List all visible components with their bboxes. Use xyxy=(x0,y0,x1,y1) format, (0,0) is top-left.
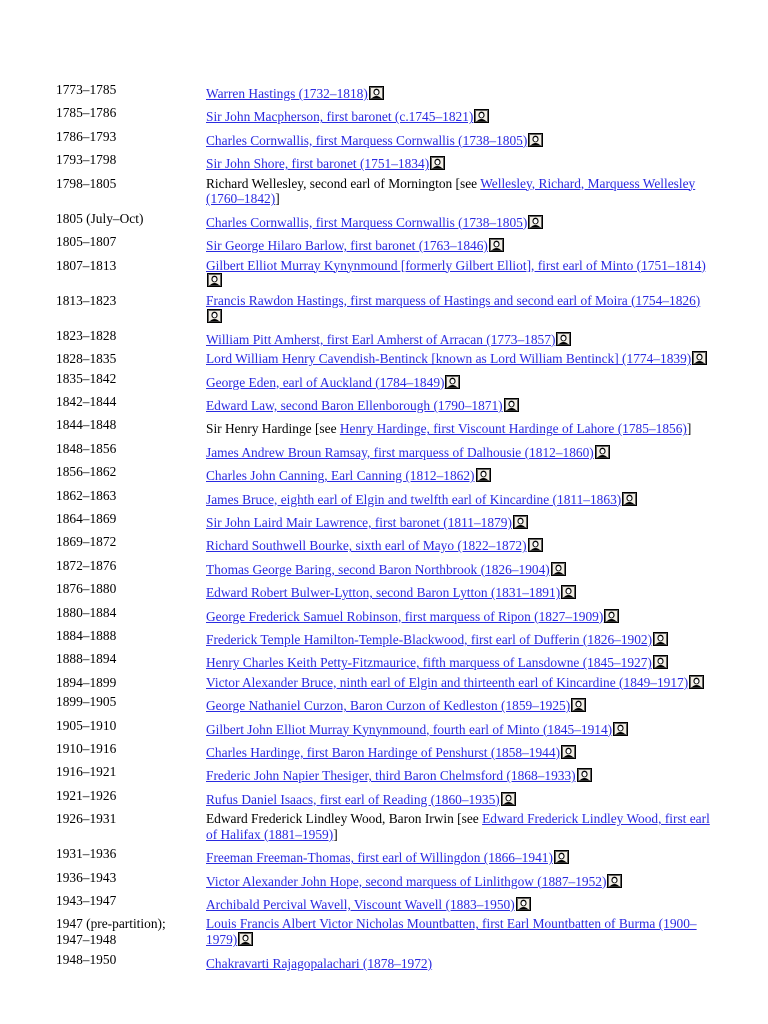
governor-entry xyxy=(206,811,716,843)
governor-link[interactable]: Francis Rawdon Hastings, first marquess of Hastings and second earl of Moira (1754–1826) xyxy=(206,292,701,308)
governor-link[interactable]: George Eden, earl of Auckland (1784–1849) xyxy=(206,374,445,390)
term-dates: 1848–1856 xyxy=(56,440,117,456)
governor-link[interactable]: Wellesley, Richard, Marquess Wellesley (1760–1842) xyxy=(206,175,696,207)
term-dates: 1862–1863 xyxy=(56,487,117,503)
governor-link[interactable]: George Frederick Samuel Robinson, first marquess of Ripon (1827–1909) xyxy=(206,608,604,624)
governor-entry xyxy=(206,788,716,808)
governor-entry xyxy=(206,581,716,601)
governor-link[interactable]: Charles John Canning, Earl Canning (1812–1862) xyxy=(206,468,475,484)
governor-entry xyxy=(206,351,716,367)
term-dates: 1943–1947 xyxy=(56,893,117,909)
portrait-icon[interactable] xyxy=(474,109,489,123)
term-dates: 1936–1943 xyxy=(56,869,117,885)
term-dates: 1805 (July–Oct) xyxy=(56,210,144,226)
table-row xyxy=(56,558,716,578)
portrait-icon[interactable] xyxy=(445,375,460,389)
governor-link[interactable]: Sir John Laird Mair Lawrence, first baronet (1811–1879) xyxy=(206,515,512,531)
governor-entry xyxy=(206,464,716,484)
table-row xyxy=(56,129,716,149)
governor-entry xyxy=(206,293,716,325)
governor-entry xyxy=(206,152,716,172)
table-row xyxy=(56,328,716,348)
governor-entry xyxy=(206,605,716,625)
governor-link[interactable]: Edward Frederick Lindley Wood, first earl of Halifax (1881–1959) xyxy=(206,811,710,842)
table-row xyxy=(56,511,716,531)
term-dates: 1813–1823 xyxy=(56,292,117,308)
entry-suffix-text: ] xyxy=(275,191,280,207)
governor-entry xyxy=(206,651,716,671)
governor-entry xyxy=(206,675,716,691)
table-row xyxy=(56,441,716,461)
table-row xyxy=(56,741,716,761)
portrait-icon[interactable] xyxy=(604,609,619,623)
term-dates: 1798–1805 xyxy=(56,175,117,191)
term-dates: 1872–1876 xyxy=(56,557,117,573)
governor-entry xyxy=(206,846,716,866)
governor-link[interactable]: Louis Francis Albert Victor Nicholas Mountbatten, first Earl Mountbatten of Burma (1900–1979) xyxy=(206,916,697,948)
entry-prefix-text: Richard Wellesley, second earl of Mornington [see xyxy=(206,175,481,191)
governor-link[interactable]: George Nathaniel Curzon, Baron Curzon of Kedleston (1859–1925) xyxy=(206,698,571,714)
governor-link[interactable]: Freeman Freeman-Thomas, first earl of Willingdon (1866–1941) xyxy=(206,850,553,866)
governor-link[interactable]: Frederick Temple Hamilton-Temple-Blackwood, first earl of Dufferin (1826–1902) xyxy=(206,631,653,647)
governor-link[interactable]: Richard Southwell Bourke, sixth earl of Mayo (1822–1872) xyxy=(206,538,527,554)
portrait-icon[interactable] xyxy=(689,675,704,689)
term-dates: 1884–1888 xyxy=(56,627,117,643)
table-row xyxy=(56,952,716,972)
table-row xyxy=(56,916,716,948)
table-row xyxy=(56,605,716,625)
portrait-icon[interactable] xyxy=(504,398,519,412)
table-row xyxy=(56,417,716,437)
governor-link[interactable]: Charles Cornwallis, first Marquess Cornwallis (1738–1805) xyxy=(206,132,528,148)
entry-suffix-text: ] xyxy=(333,826,338,842)
entry-suffix-text: ] xyxy=(686,421,692,437)
term-dates: 1931–1936 xyxy=(56,846,117,862)
portrait-icon[interactable] xyxy=(692,351,707,365)
governor-entry xyxy=(206,441,716,461)
term-dates: 1905–1910 xyxy=(56,717,117,733)
table-row xyxy=(56,152,716,172)
term-dates: 1869–1872 xyxy=(56,534,117,550)
portrait-icon[interactable] xyxy=(513,515,528,529)
governor-link[interactable]: Victor Alexander Bruce, ninth earl of Elgin and thirteenth earl of Kincardine (1849–1917) xyxy=(206,674,689,690)
portrait-icon[interactable] xyxy=(622,492,637,506)
governor-link[interactable]: Charles Hardinge, first Baron Hardinge of Penshurst (1858–1944) xyxy=(206,744,561,760)
portrait-icon[interactable] xyxy=(476,468,491,482)
table-row xyxy=(56,82,716,102)
entry-prefix-text: Sir Henry Hardinge [see xyxy=(206,421,340,437)
portrait-icon[interactable] xyxy=(554,850,569,864)
table-row xyxy=(56,176,716,208)
table-row xyxy=(56,694,716,714)
portrait-icon[interactable] xyxy=(595,445,610,459)
table-row xyxy=(56,651,716,671)
table-row xyxy=(56,211,716,231)
governor-link[interactable]: Victor Alexander John Hope, second marquess of Linlithgow (1887–1952) xyxy=(206,873,607,889)
term-dates: 1948–1950 xyxy=(56,951,117,967)
governor-entry xyxy=(206,511,716,531)
table-row xyxy=(56,293,716,325)
portrait-icon[interactable] xyxy=(207,273,222,287)
governor-entry xyxy=(206,211,716,231)
table-row xyxy=(56,394,716,414)
term-dates: 1864–1869 xyxy=(56,511,117,527)
term-dates: 1894–1899 xyxy=(56,674,117,690)
governor-link[interactable]: Edward Robert Bulwer-Lytton, second Baron Lytton (1831–1891) xyxy=(206,585,561,601)
governor-link[interactable]: Sir John Macpherson, first baronet (c.1745–1821) xyxy=(206,109,474,125)
governor-link[interactable]: Charles Cornwallis, first Marquess Cornwallis (1738–1805) xyxy=(206,214,528,230)
governors-general-table xyxy=(56,82,716,975)
governor-entry xyxy=(206,916,716,948)
term-dates: 1880–1884 xyxy=(56,604,117,620)
portrait-icon[interactable] xyxy=(528,538,543,552)
term-dates: 1786–1793 xyxy=(56,128,117,144)
table-row xyxy=(56,870,716,890)
governor-link[interactable]: Edward Law, second Baron Ellenborough (1790–1871) xyxy=(206,398,503,414)
governor-link[interactable]: James Bruce, eighth earl of Elgin and twelfth earl of Kincardine (1811–1863) xyxy=(206,491,622,507)
term-dates: 1828–1835 xyxy=(56,351,117,367)
table-row xyxy=(56,105,716,125)
governor-link[interactable]: Sir George Hilaro Barlow, first baronet (1763–1846) xyxy=(206,238,488,254)
portrait-icon[interactable] xyxy=(653,655,668,669)
governor-entry xyxy=(206,234,716,254)
governor-link[interactable]: Chakravarti Rajagopalachari (1878–1972) xyxy=(206,955,433,971)
portrait-icon[interactable] xyxy=(501,792,516,806)
portrait-icon[interactable] xyxy=(561,745,576,759)
term-dates: 1926–1931 xyxy=(56,811,117,827)
table-row xyxy=(56,464,716,484)
table-row xyxy=(56,788,716,808)
portrait-icon[interactable] xyxy=(430,156,445,170)
portrait-icon[interactable] xyxy=(369,86,384,100)
term-dates: 1899–1905 xyxy=(56,694,117,710)
table-row xyxy=(56,371,716,391)
term-dates: 1785–1786 xyxy=(56,105,117,121)
portrait-icon[interactable] xyxy=(207,309,222,323)
term-dates: 1842–1844 xyxy=(56,394,117,410)
governor-entry xyxy=(206,82,716,102)
governor-link[interactable]: Frederic John Napier Thesiger, third Baron Chelmsford (1868–1933) xyxy=(206,768,576,784)
governor-entry xyxy=(206,952,716,972)
governor-link[interactable]: Lord William Henry Cavendish-Bentinck [known as Lord William Bentinck] (1774–1839) xyxy=(206,351,692,367)
governor-entry xyxy=(206,258,716,290)
table-row xyxy=(56,675,716,691)
term-dates: 1888–1894 xyxy=(56,651,117,667)
governor-link[interactable]: James Andrew Broun Ramsay, first marquess of Dalhousie (1812–1860) xyxy=(206,444,594,460)
table-row xyxy=(56,628,716,648)
term-dates: 1921–1926 xyxy=(56,787,117,803)
term-dates: 1793–1798 xyxy=(56,152,117,168)
entry-prefix-text: Edward Frederick Lindley Wood, Baron Irwin [see xyxy=(206,811,483,827)
portrait-icon[interactable] xyxy=(489,238,504,252)
portrait-icon[interactable] xyxy=(613,722,628,736)
term-dates: 1916–1921 xyxy=(56,764,117,780)
governor-entry xyxy=(206,394,716,414)
portrait-icon[interactable] xyxy=(571,698,586,712)
portrait-icon[interactable] xyxy=(607,874,622,888)
table-row xyxy=(56,846,716,866)
governor-entry xyxy=(206,558,716,578)
governor-entry xyxy=(206,694,716,714)
governor-entry xyxy=(206,534,716,554)
governor-entry xyxy=(206,328,716,348)
governor-entry xyxy=(206,417,716,437)
table-row xyxy=(56,488,716,508)
table-row xyxy=(56,811,716,843)
table-row xyxy=(56,258,716,290)
term-dates: 1856–1862 xyxy=(56,464,117,480)
term-dates: 1823–1828 xyxy=(56,327,117,343)
portrait-icon[interactable] xyxy=(528,133,543,147)
portrait-icon[interactable] xyxy=(528,215,543,229)
governor-link[interactable]: Gilbert John Elliot Murray Kynynmound, fourth earl of Minto (1845–1914) xyxy=(206,721,613,737)
governor-link[interactable]: Archibald Percival Wavell, Viscount Wavell (1883–1950) xyxy=(206,897,515,913)
table-row xyxy=(56,534,716,554)
governor-entry xyxy=(206,176,716,208)
governor-entry xyxy=(206,628,716,648)
term-dates: 1910–1916 xyxy=(56,740,117,756)
portrait-icon[interactable] xyxy=(561,585,576,599)
governor-link[interactable]: Henry Charles Keith Petty-Fitzmaurice, fifth marquess of Lansdowne (1845–1927) xyxy=(206,655,652,671)
table-row xyxy=(56,718,716,738)
governor-link[interactable]: Gilbert Elliot Murray Kynynmound [formerly Gilbert Elliot], first earl of Minto (1751–1814) xyxy=(206,257,706,273)
governor-entry xyxy=(206,105,716,125)
term-dates: 1835–1842 xyxy=(56,370,117,386)
table-row xyxy=(56,893,716,913)
table-row xyxy=(56,764,716,784)
governor-link[interactable]: Henry Hardinge, first Viscount Hardinge of Lahore (1785–1856) xyxy=(339,421,687,437)
governor-link[interactable]: Sir John Shore, first baronet (1751–1834) xyxy=(206,156,430,172)
governor-entry xyxy=(206,371,716,391)
term-dates: 1805–1807 xyxy=(56,234,117,250)
portrait-icon[interactable] xyxy=(577,768,592,782)
term-dates: 1947 (pre-partition); 1947–1948 xyxy=(56,916,166,948)
portrait-icon[interactable] xyxy=(551,562,566,576)
term-dates: 1844–1848 xyxy=(56,417,117,433)
governor-entry xyxy=(206,870,716,890)
governor-entry xyxy=(206,718,716,738)
governor-entry xyxy=(206,741,716,761)
governor-link[interactable]: William Pitt Amherst, first Earl Amherst of Arracan (1773–1857) xyxy=(206,331,556,347)
table-row xyxy=(56,351,716,367)
portrait-icon[interactable] xyxy=(238,932,253,946)
term-dates: 1807–1813 xyxy=(56,257,117,273)
governor-entry xyxy=(206,129,716,149)
governor-link[interactable]: Rufus Daniel Isaacs, first earl of Reading (1860–1935) xyxy=(206,791,500,807)
governor-link[interactable]: Thomas George Baring, second Baron Northbrook (1826–1904) xyxy=(206,561,550,577)
term-dates: 1773–1785 xyxy=(56,82,117,97)
governor-entry xyxy=(206,764,716,784)
portrait-icon[interactable] xyxy=(516,897,531,911)
governor-entry xyxy=(206,893,716,913)
portrait-icon[interactable] xyxy=(556,332,571,346)
term-dates: 1876–1880 xyxy=(56,581,117,597)
table-row xyxy=(56,234,716,254)
governor-entry xyxy=(206,488,716,508)
table-row xyxy=(56,581,716,601)
governor-link[interactable]: Warren Hastings (1732–1818) xyxy=(206,86,368,101)
portrait-icon[interactable] xyxy=(653,632,668,646)
